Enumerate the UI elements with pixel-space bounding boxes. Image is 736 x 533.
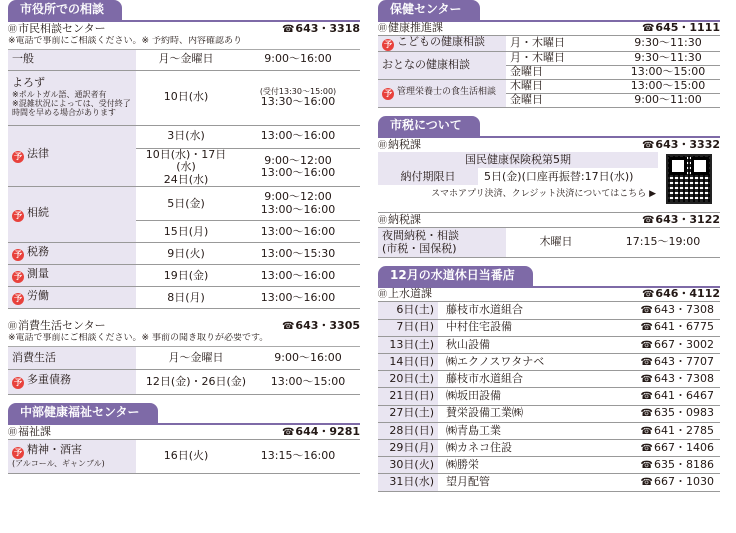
shop-phone[interactable]: 641・6775	[654, 320, 714, 334]
table-row	[8, 50, 360, 70]
duty-date: 30日(火)	[378, 457, 438, 474]
shop-name: ㈱坂田設備	[438, 388, 618, 405]
table-row	[378, 36, 720, 52]
shop-phone[interactable]: 643・7707	[654, 354, 714, 368]
building-icon: ㊞	[8, 427, 18, 438]
consumer-table	[8, 347, 360, 395]
section-title: 保健センター	[378, 0, 480, 20]
row-label: 夜間納税・相談	[382, 228, 459, 242]
row-day: 8日(月)	[136, 287, 236, 309]
phone-number[interactable]: 645・1111	[655, 21, 720, 35]
office-line	[378, 212, 720, 227]
welfare-table	[8, 439, 360, 474]
row-label-cell	[378, 36, 506, 52]
row-time: 13:00～15:00	[256, 369, 360, 394]
deadline-label: 納付期限日	[378, 168, 478, 185]
row-label-cell	[378, 80, 506, 108]
phone-icon: ☎	[640, 322, 653, 334]
office-line	[8, 319, 360, 333]
building-icon: ㊞	[8, 322, 18, 333]
phone-icon: ☎	[641, 23, 655, 35]
office-line	[8, 22, 360, 36]
row-day: 月～金曜日	[136, 50, 236, 70]
row-label-cell	[8, 70, 136, 125]
phone-icon: ☎	[641, 289, 655, 301]
table-row	[378, 388, 720, 405]
shop-phone[interactable]: 641・2785	[654, 423, 714, 437]
shop-name: 秋山設備	[438, 336, 618, 353]
office-name: 納税課	[388, 137, 422, 151]
row-label-cell	[378, 228, 506, 258]
row-label: 一般	[8, 50, 136, 70]
section-title: 12月の水道休日当番店	[378, 266, 533, 286]
row-day: 5日(金)	[136, 187, 236, 221]
office-name: 健康推進課	[388, 21, 444, 35]
reservation-mark-icon: 予	[14, 448, 22, 458]
table-row	[378, 354, 720, 371]
row-time: 9:00～12:00	[264, 190, 332, 204]
reservation-mark-icon: 予	[384, 40, 392, 49]
shop-name: 中村住宅設備	[438, 319, 618, 336]
table-row	[8, 287, 360, 309]
phone-icon: ☎	[281, 426, 295, 438]
row-label-cell	[8, 187, 136, 243]
row-label: 税務	[27, 245, 49, 259]
phone-icon: ☎	[640, 374, 653, 386]
section-header-bar	[378, 0, 720, 22]
section-header-bar	[8, 403, 360, 425]
shop-phone-cell	[618, 440, 720, 457]
building-icon: ㊞	[8, 24, 18, 35]
row-label: おとなの健康相談	[378, 52, 506, 80]
phone-icon: ☎	[640, 459, 653, 471]
reservation-mark-icon: 予	[14, 152, 22, 162]
row-day: 9日(火)	[136, 243, 236, 265]
shop-name: ㈱青島工業	[438, 422, 618, 439]
duty-date: 20日(土)	[378, 371, 438, 388]
table-row	[378, 422, 720, 439]
table-row	[378, 52, 720, 66]
table-row	[8, 369, 360, 394]
payment-link[interactable]	[378, 185, 658, 203]
phone-icon: ☎	[281, 321, 295, 333]
payment-link-text: スマホアプリ決済、クレジット決済についてはこちら	[431, 189, 647, 199]
duty-date: 6日(土)	[378, 302, 438, 319]
office-name: 福祉課	[18, 424, 52, 438]
table-row	[378, 440, 720, 457]
shop-phone[interactable]: 643・7308	[654, 303, 714, 317]
row-day: 15日(月)	[136, 221, 236, 243]
office-line	[378, 138, 720, 152]
row-label-cell	[8, 125, 136, 187]
phone-icon: ☎	[640, 425, 653, 437]
row-label: よろず	[12, 76, 45, 90]
tax-title: 国民健康保険税第5期	[378, 152, 658, 168]
shop-phone-cell	[618, 371, 720, 388]
row-time: 13:15～16:00	[236, 439, 360, 473]
table-row	[378, 228, 720, 258]
phone-number[interactable]: 643・3305	[295, 319, 360, 333]
office-name: 消費生活センター	[18, 319, 106, 333]
duty-date: 7日(日)	[378, 319, 438, 336]
row-time-cell	[236, 187, 360, 221]
left-column	[8, 0, 360, 474]
row-sub-note: (市税・国保税)	[382, 241, 457, 255]
shop-phone-cell	[618, 422, 720, 439]
row-sub-note: ※ポルトガル語、通訳者有 ※混雑状況によっては、受付終了時間を早める場合があります	[12, 90, 131, 118]
row-label: 法律	[27, 147, 49, 161]
table-row	[8, 187, 360, 221]
water-table	[378, 302, 720, 492]
building-icon: ㊞	[378, 24, 388, 35]
row-day: 月・木曜日	[506, 36, 616, 52]
duty-date: 13日(土)	[378, 336, 438, 353]
phone-icon: ☎	[281, 23, 295, 35]
row-time: 9:30～11:30	[616, 36, 720, 52]
row-label: 消費生活	[8, 347, 136, 369]
table-row	[8, 125, 360, 148]
shop-name: ㈱勝栄	[438, 457, 618, 474]
office-name: 納税課	[388, 212, 422, 226]
row-day: 3日(水)	[136, 125, 236, 148]
phone-icon: ☎	[640, 477, 653, 489]
row-day: 19日(金)	[136, 265, 236, 287]
shop-name: 藤枝市水道組合	[438, 371, 618, 388]
qr-code-icon[interactable]	[666, 154, 712, 204]
phone-number[interactable]: 646・4112	[655, 287, 720, 301]
row-label-cell	[8, 243, 136, 265]
row-time: 13:00～15:30	[236, 243, 360, 265]
shop-phone[interactable]: 667・3002	[654, 337, 714, 351]
duty-date: 27日(土)	[378, 405, 438, 422]
table-row	[378, 80, 720, 94]
row-label-cell	[8, 265, 136, 287]
table-row	[378, 474, 720, 491]
reservation-mark-icon: 予	[14, 211, 22, 221]
office-line	[378, 288, 720, 302]
shop-phone[interactable]: 643・7308	[654, 372, 714, 386]
shop-phone-cell	[618, 388, 720, 405]
table-row	[378, 302, 720, 319]
reservation-mark-icon: 予	[14, 272, 22, 282]
row-time: 9:00～16:00	[256, 347, 360, 369]
row-time: 13:00～15:00	[616, 80, 720, 94]
row-time: 13:00～16:00	[260, 202, 336, 216]
shop-name: 藤枝市水道組合	[438, 302, 618, 319]
row-day-cell	[136, 148, 236, 187]
row-day: 木曜日	[506, 80, 616, 94]
reservation-mark-icon: 予	[384, 89, 392, 98]
shop-phone[interactable]: 667・1406	[654, 440, 714, 454]
office-line	[8, 425, 360, 439]
building-icon: ㊞	[378, 140, 388, 151]
shop-name: ㈱カネコ住設	[438, 440, 618, 457]
phone-icon: ☎	[640, 391, 653, 403]
shop-name: 賛栄設備工業㈱	[438, 405, 618, 422]
reservation-mark-icon: 予	[14, 294, 22, 304]
row-time: 9:00～11:00	[616, 94, 720, 108]
shop-phone[interactable]: 635・0983	[654, 406, 714, 420]
shop-name: ㈱エクノスワタナベ	[438, 354, 618, 371]
section-title: 中部健康福祉センター	[8, 403, 158, 423]
row-time: 13:00～16:00	[236, 125, 360, 148]
row-label: 管理栄養士の食生活相談	[397, 87, 497, 97]
reservation-mark-icon: 予	[14, 250, 22, 260]
section-title: 市役所での相談	[8, 0, 122, 20]
phone-icon: ☎	[640, 356, 653, 368]
row-label-cell	[8, 287, 136, 309]
row-label: 精神・酒害	[27, 443, 82, 457]
shop-phone-cell	[618, 457, 720, 474]
triangle-right-icon: ▶	[646, 189, 656, 199]
table-row	[378, 336, 720, 353]
row-day: 金曜日	[506, 66, 616, 80]
note-text: ※電話で事前にご相談ください。※ 事前の聞き取りが必要です。	[8, 333, 360, 347]
table-row	[378, 457, 720, 474]
row-day: 金曜日	[506, 94, 616, 108]
office-line	[378, 22, 720, 36]
table-row	[378, 371, 720, 388]
note-text: ※電話で事前にご相談ください。※ 予約時、内容確認あり	[8, 36, 360, 50]
phone-number[interactable]: 643・3332	[655, 137, 720, 151]
reservation-mark-icon: 予	[14, 378, 22, 388]
shop-phone[interactable]: 641・6467	[654, 389, 714, 403]
shop-phone-cell	[618, 336, 720, 353]
phone-icon: ☎	[640, 442, 653, 454]
row-label-cell	[8, 369, 136, 394]
shop-phone-cell	[618, 474, 720, 491]
row-time: 17:15～19:00	[606, 228, 720, 258]
shop-phone[interactable]: 635・8186	[654, 457, 714, 471]
row-time: 13:00～15:00	[616, 66, 720, 80]
phone-number[interactable]: 643・3318	[295, 21, 360, 35]
table-row	[8, 243, 360, 265]
office-name: 市民相談センター	[18, 21, 106, 35]
table-row	[8, 265, 360, 287]
row-label: 相続	[27, 206, 49, 220]
row-label: 労働	[27, 289, 49, 303]
deadline-value: 5日(金)(口座再振替:17日(水))	[484, 170, 634, 183]
consult-table	[8, 50, 360, 309]
duty-date: 28日(日)	[378, 422, 438, 439]
phone-icon: ☎	[640, 305, 653, 317]
row-time: 13:00～16:00	[236, 221, 360, 243]
duty-date: 21日(日)	[378, 388, 438, 405]
row-time-cell	[236, 148, 360, 187]
row-time: 13:30～16:00	[260, 94, 336, 108]
office-name: 上水道課	[388, 287, 433, 301]
duty-date: 31日(水)	[378, 474, 438, 491]
table-row	[8, 347, 360, 369]
right-column	[378, 0, 720, 492]
shop-phone-cell	[618, 405, 720, 422]
shop-name: 望月配管	[438, 474, 618, 491]
row-time: 9:30～11:30	[616, 52, 720, 66]
row-time: 13:00～16:00	[260, 166, 336, 180]
row-day: 月～金曜日	[136, 347, 256, 369]
shop-phone[interactable]: 667・1030	[654, 475, 714, 489]
phone-icon: ☎	[640, 339, 653, 351]
reception-time: (受付13:30～15:00)	[259, 86, 337, 96]
table-row	[378, 319, 720, 336]
row-label: こどもの健康相談	[397, 35, 485, 48]
row-sub-note: (アルコール、ギャンブル)	[12, 459, 105, 469]
duty-date: 14日(日)	[378, 354, 438, 371]
row-label: 多重債務	[27, 373, 71, 387]
tax-block	[378, 152, 720, 212]
phone-number[interactable]: 644・9281	[295, 424, 360, 438]
row-day: 16日(火)	[136, 439, 236, 473]
section-header-bar	[378, 266, 720, 288]
shop-phone-cell	[618, 354, 720, 371]
building-icon: ㊞	[378, 215, 388, 226]
table-row	[8, 439, 360, 473]
section-title: 市税について	[378, 116, 480, 136]
health-table	[378, 36, 720, 108]
duty-date: 29日(月)	[378, 440, 438, 457]
row-time: 9:00～16:00	[236, 50, 360, 70]
phone-icon: ☎	[640, 408, 653, 420]
row-time: 13:00～16:00	[236, 287, 360, 309]
table-row	[378, 405, 720, 422]
row-label: 測量	[27, 267, 49, 281]
row-day: 木曜日	[506, 228, 606, 258]
tax-info	[378, 152, 658, 203]
row-label-cell	[8, 439, 136, 473]
row-day: 10日(水)	[136, 70, 236, 125]
phone-number[interactable]: 643・3122	[655, 212, 720, 226]
night-tax-table	[378, 227, 720, 258]
phone-icon: ☎	[641, 214, 655, 226]
row-day: 24日(水)	[163, 172, 209, 186]
row-day: 10日(水)・17日(水)	[145, 147, 227, 174]
row-day: 月・木曜日	[506, 52, 616, 66]
row-time-cell	[236, 70, 360, 125]
section-header-bar	[378, 116, 720, 138]
row-time: 9:00～12:00	[264, 153, 332, 167]
building-icon: ㊞	[378, 290, 388, 301]
phone-icon: ☎	[641, 139, 655, 151]
row-time: 13:00～16:00	[236, 265, 360, 287]
shop-phone-cell	[618, 319, 720, 336]
deadline-row	[378, 168, 658, 185]
row-day: 12日(金)・26日(金)	[136, 369, 256, 394]
section-header-bar	[8, 0, 360, 22]
shop-phone-cell	[618, 302, 720, 319]
table-row	[8, 70, 360, 125]
